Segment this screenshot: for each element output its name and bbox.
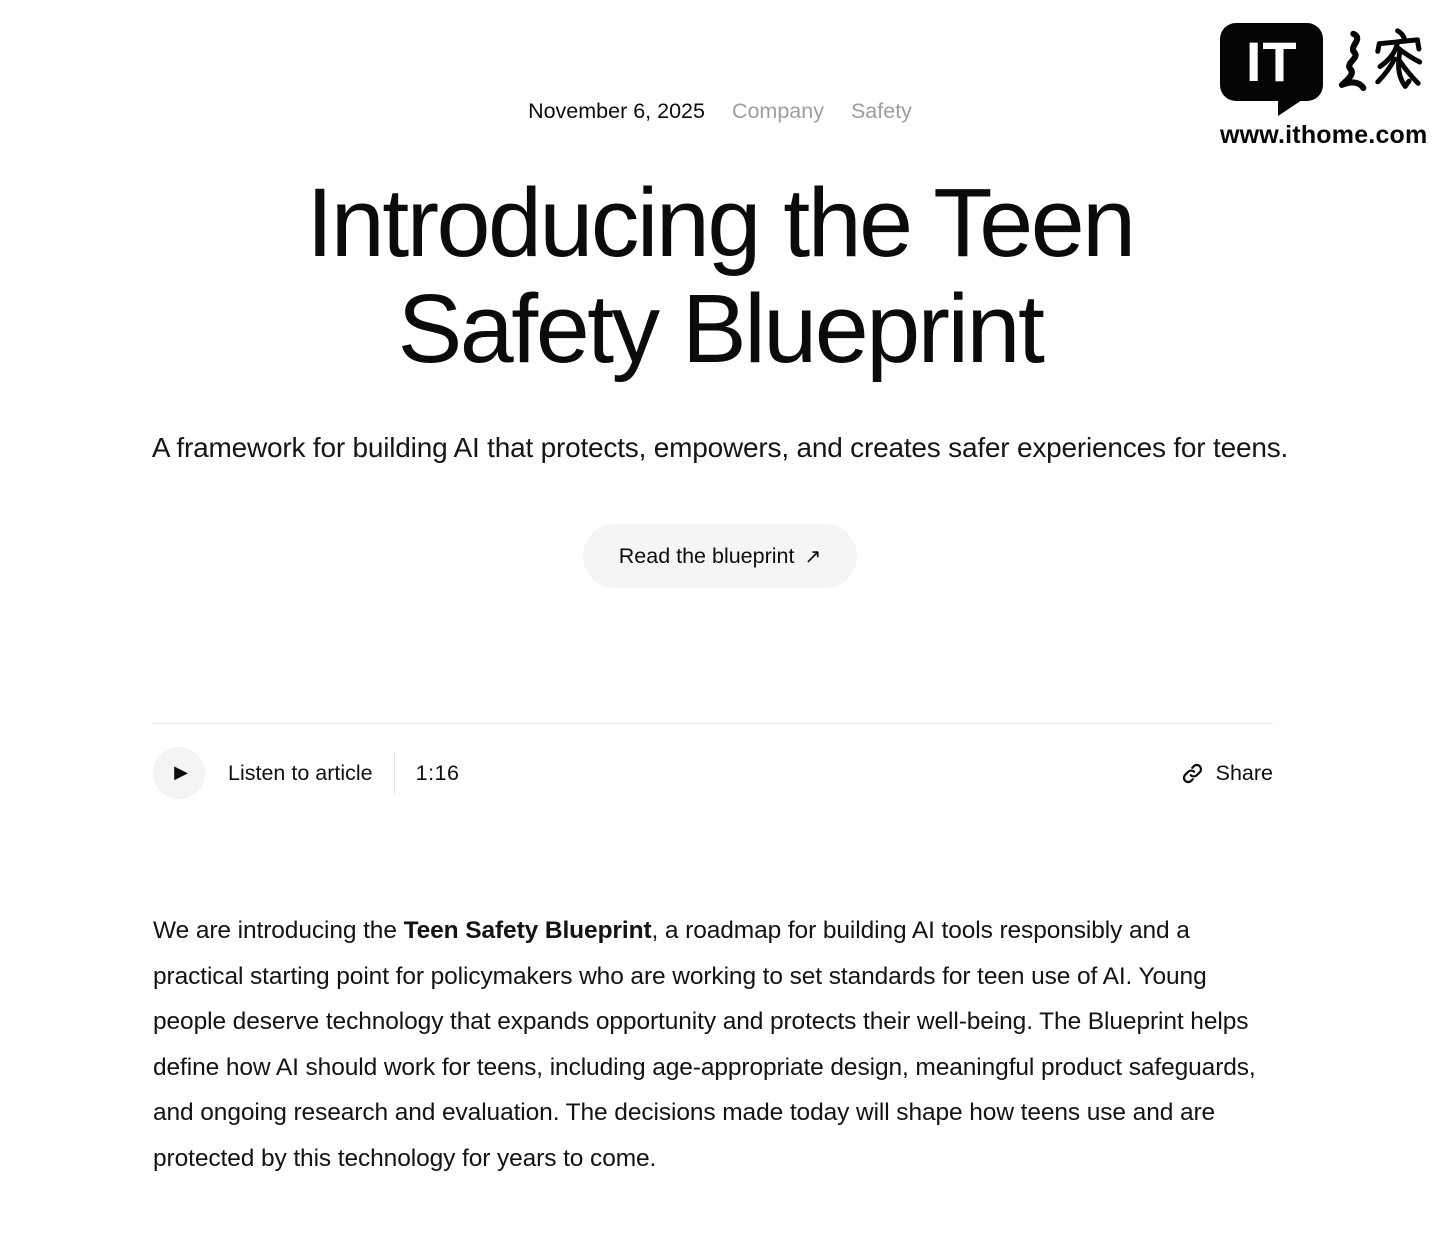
ithome-logo-bubble bbox=[1220, 23, 1323, 101]
link-icon bbox=[1181, 762, 1204, 785]
read-blueprint-button[interactable] bbox=[583, 524, 857, 588]
category-link-company[interactable]: Company bbox=[731, 99, 824, 123]
cta-container bbox=[0, 524, 1440, 588]
ithome-logo-text: IT bbox=[1245, 30, 1298, 93]
share-label: Share bbox=[1215, 760, 1273, 785]
paragraph-text-prefix: We are introducing the bbox=[153, 917, 404, 944]
share-button[interactable] bbox=[1181, 761, 1273, 786]
ithome-watermark bbox=[1220, 16, 1428, 150]
audio-duration: 1:16 bbox=[415, 760, 460, 785]
listen-to-article-label: Listen to article bbox=[228, 760, 373, 785]
horizontal-divider bbox=[153, 723, 1273, 724]
page-title bbox=[0, 170, 1440, 382]
read-blueprint-label: Read the blueprint bbox=[618, 543, 795, 568]
play-button[interactable] bbox=[153, 747, 205, 799]
paragraph-bold-text: Teen Safety Blueprint bbox=[403, 917, 652, 944]
article-meta bbox=[0, 98, 1440, 125]
play-icon: ▶ bbox=[174, 762, 188, 783]
ithome-url: www.ithome.com bbox=[1220, 121, 1428, 149]
vertical-divider bbox=[394, 752, 395, 794]
paragraph-text-rest: , a roadmap for building AI tools responsibly and a practical starting point for policymakers who are working to set standards for teen use of AI. Young people deserve technology that expands opportunity and protects their well-being. The Blueprint helps define how AI should work for teens, including age-appropriate design, meaningful product safeguards, and ongoing research and evaluation. The decisions made today will shape how teens use and are protected by this technology for years to come. bbox=[153, 917, 1256, 1172]
subtitle: A framework for building AI that protects, empowers, and creates safer experiences for teens. bbox=[151, 432, 1289, 463]
page-title-line1: Introducing the Teen bbox=[306, 168, 1134, 277]
audio-bar bbox=[153, 747, 1273, 799]
page-title-line2: Safety Blueprint bbox=[397, 274, 1043, 383]
category-link-safety[interactable]: Safety bbox=[850, 99, 912, 123]
article-paragraph bbox=[153, 908, 1271, 1181]
article-date: November 6, 2025 bbox=[528, 99, 705, 123]
arrow-up-right-icon: ↗ bbox=[804, 545, 822, 568]
ithome-cjk-icon bbox=[1332, 16, 1424, 108]
